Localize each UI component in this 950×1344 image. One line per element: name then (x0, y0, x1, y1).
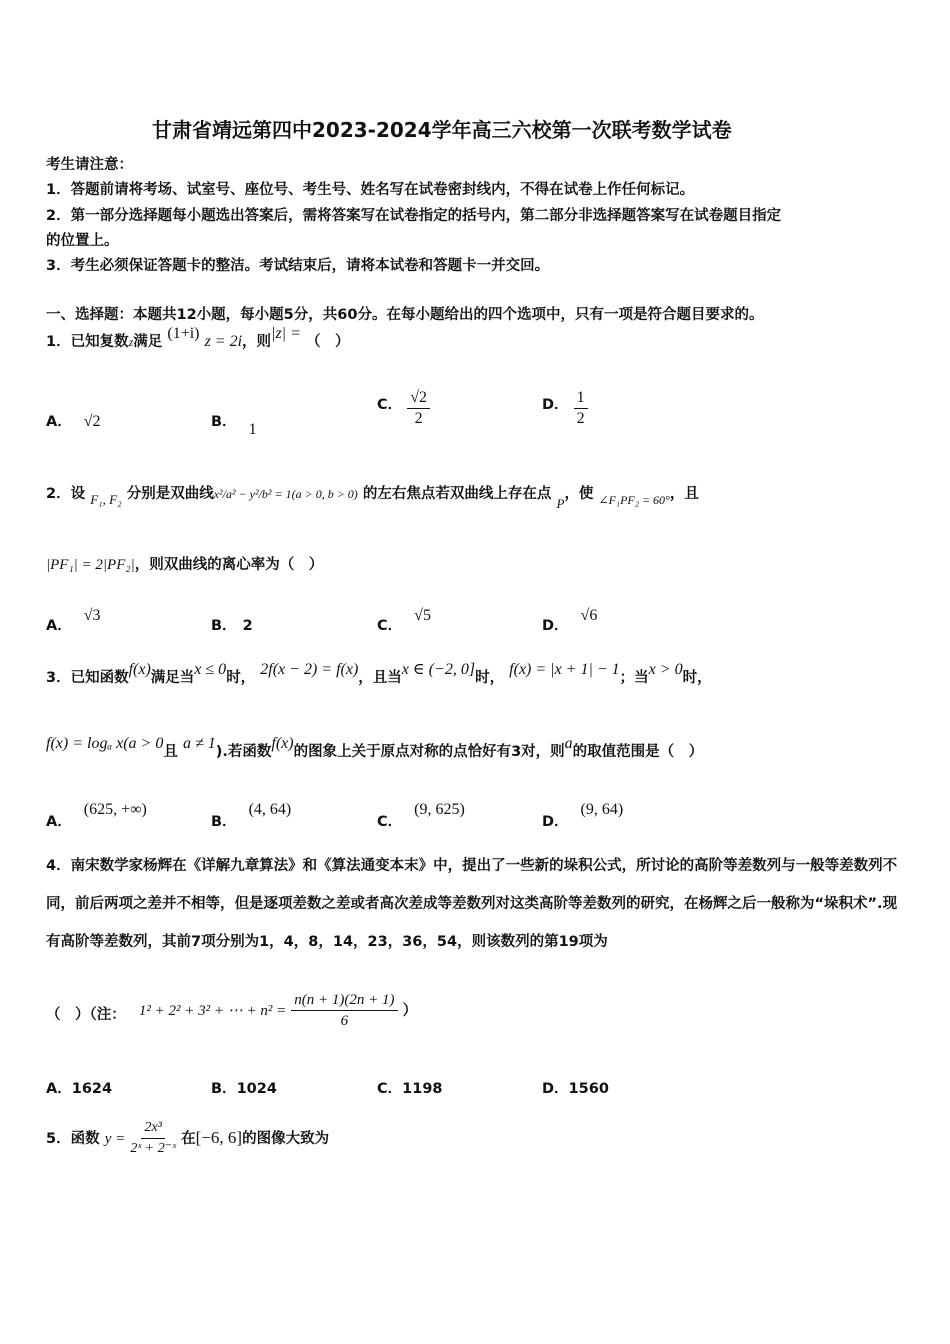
q2-mid2: 的左右焦点若双曲线上存在点 (362, 486, 552, 502)
q3-f: f(x) (128, 661, 151, 678)
q2-line2-eq: |PF₁| = 2|PF₂| (46, 557, 135, 573)
q5-interval: [−6, 6] (195, 1128, 243, 1147)
q2-point: P (556, 496, 565, 511)
q5-lhs: y = (104, 1131, 126, 1147)
q3-option-a-value: (625, +∞) (83, 801, 147, 818)
q2-end: ，且 (669, 486, 699, 502)
q1-option-c-fraction (407, 388, 430, 429)
q3-c2: 2f(x − 2) = f(x) (260, 661, 359, 678)
q3-l2t4: 的取值范围是（ ） (572, 744, 704, 760)
q3-option-c-value: (9, 625) (414, 801, 465, 818)
q2-option-d-value: √6 (580, 607, 598, 624)
q3-line2 (46, 735, 704, 761)
q1-option-c-num: √2 (407, 388, 430, 409)
question-4-text: 4．南宋数学家杨辉在《详解九章算法》和《算法通变本末》中，提出了一些新的垛积公式，所讨论的高阶等差数列与一般等差数列不同，前后两项之差并不相等，但是逐项差数之差或者高次差成等差数列对这类高阶等差数列的研究，在杨辉之后一般称为“垛积术”.现有高阶等差数列，其前7项分别为1，4，8，14，23，36，54，则该数列的第19项为 (46, 858, 898, 950)
q3-option-b-value: (4, 64) (248, 801, 292, 818)
notice-item: 2．第一部分选择题每小题选出答案后，需将答案写在试卷指定的括号内，第二部分非选择题答案写在试卷题目指定 (46, 208, 782, 224)
q1-mid2: ，则 (242, 334, 272, 350)
q2-hyperbola: x²/a² − y²/b² = 1(a > 0, b > 0) (213, 487, 358, 501)
q2-option-b-label: B． (211, 618, 237, 634)
q2-foci: F₁, F₂ (90, 492, 122, 507)
q4-formula-den: 6 (340, 1013, 349, 1029)
q4-formula-num: n(n + 1)(2n + 1) (291, 990, 397, 1011)
notice-item: 的位置上。 (46, 233, 119, 249)
q4-option-c-value: 1198 (402, 1081, 443, 1097)
q3-t6: 时， (682, 670, 712, 686)
q1-option-c-label: C． (377, 397, 403, 413)
q1-option-d-label: D． (542, 397, 569, 413)
q5-fraction (130, 1118, 176, 1159)
q1-option-c-den: 2 (414, 410, 423, 427)
q1-option-a-label: A． (46, 414, 72, 430)
question-5 (46, 1118, 329, 1159)
q1-paren: （ ） (305, 334, 350, 350)
q1-option-a-value: √2 (83, 413, 101, 430)
question-2 (46, 482, 699, 511)
q5-prefix: 5．函数 (46, 1131, 100, 1147)
q4-paren: （ ）（注： (46, 1007, 126, 1023)
q3-option-a-label: A． (46, 814, 72, 830)
q3-c1: x ≤ 0 (194, 661, 227, 678)
q1-option-d-num: 1 (574, 388, 588, 409)
q5-den: 2ˣ + 2⁻ˣ (130, 1141, 177, 1156)
q3-c4: f(x) = |x + 1| − 1 (509, 661, 620, 678)
notice-item: 1．答题前请将考场、试室号、座位号、考生号、姓名写在试卷密封线内，不得在试卷上作任何标记。 (46, 182, 695, 198)
q4-option-a-value: 1624 (71, 1081, 113, 1097)
q3-t5: ；当 (619, 670, 649, 686)
q2-mid3: ，使 (564, 486, 594, 502)
q4-option-b-value: 1024 (236, 1081, 277, 1097)
q3-l2t3: 的图象上关于原点对称的点恰好有3对，则 (293, 744, 565, 760)
q2-option-c-value: √5 (414, 607, 431, 624)
q3-t4: 时， (475, 670, 505, 686)
q3-option-d-value: (9, 64) (580, 801, 624, 818)
q1-eq2: z = 2i (204, 333, 243, 350)
q4-formula-line (46, 990, 417, 1031)
q1-option-d-fraction (574, 388, 588, 429)
q1-option-b-value: 1 (248, 421, 257, 438)
page-title: 甘肃省靖远第四中2023-2024学年高三六校第一次联考数学试卷 (152, 118, 732, 142)
q2-line2-text: ，则双曲线的离心率为（ ） (134, 557, 324, 573)
q3-option-b-label: B． (211, 814, 237, 830)
q1-option-b-label: B． (211, 414, 237, 430)
q2-options (46, 604, 906, 634)
notice-heading: 考生请注意： (46, 157, 133, 173)
q4-formula-fraction (291, 990, 397, 1031)
question-1 (46, 325, 350, 351)
q2-option-d-label: D． (542, 618, 569, 634)
notice-item: 3．考生必须保证答题卡的整洁。考试结束后，请将本试卷和答题卡一并交回。 (46, 258, 550, 274)
q2-angle: ∠F₁PF₂ = 60° (598, 493, 670, 507)
q2-option-a-value: √3 (83, 607, 101, 624)
q3-l2c1: f(x) = logₐ x(a > 0 (46, 735, 164, 752)
q2-mid: 分别是双曲线 (126, 486, 214, 502)
q3-l2t1: 且 (163, 744, 178, 760)
q4-option-b-label: B． (211, 1081, 237, 1097)
q3-prefix: 3．已知函数 (46, 670, 129, 686)
q3-t3: ，且当 (358, 670, 402, 686)
q2-line2 (46, 553, 323, 574)
q5-t1: 在 (181, 1131, 196, 1147)
q3-t2: 时， (226, 670, 256, 686)
q4-option-d-value: 1560 (568, 1081, 609, 1097)
q3-l2c2: a ≠ 1 (182, 735, 216, 752)
q4-option-c-label: C． (377, 1081, 403, 1097)
question-3 (46, 661, 712, 687)
q1-option-d-den: 2 (576, 410, 585, 427)
q5-num: 2x³ (141, 1118, 164, 1139)
q1-var: z (128, 335, 134, 349)
q1-abs: |z| = (271, 325, 301, 342)
q2-option-b-value: 2 (242, 618, 253, 634)
q1-eq: (1+i) (167, 325, 200, 342)
q1-mid: 满足 (133, 334, 163, 350)
q3-options (46, 796, 906, 830)
q4-options (46, 1077, 906, 1099)
q3-c3: x ∈ (−2, 0] (401, 661, 476, 678)
q3-l2t2: ).若函数 (215, 744, 272, 760)
q2-option-a-label: A． (46, 618, 72, 634)
q4-formula-lhs: 1² + 2² + 3² + ⋯ + n² = (138, 1003, 287, 1019)
q1-prefix: 1．已知复数 (46, 334, 129, 350)
q3-option-d-label: D． (542, 814, 569, 830)
q5-t2: 的图像大致为 (242, 1131, 330, 1147)
q3-c5: x > 0 (648, 661, 683, 678)
q3-option-c-label: C． (377, 814, 403, 830)
q4-close: ） (402, 1003, 418, 1019)
q2-prefix: 2．设 (46, 486, 86, 502)
section-heading: 一、选择题：本题共12小题，每小题5分，共60分。在每小题给出的四个选项中，只有一项是符合题目要求的。 (46, 307, 764, 323)
q4-option-d-label: D． (542, 1081, 569, 1097)
q4-option-a-label: A． (46, 1081, 72, 1097)
q3-l2c3: f(x) (271, 735, 294, 752)
q2-option-c-label: C． (377, 618, 403, 634)
q1-options (46, 388, 906, 438)
q3-l2c4: a (564, 735, 573, 752)
q3-t1: 满足当 (150, 670, 195, 686)
